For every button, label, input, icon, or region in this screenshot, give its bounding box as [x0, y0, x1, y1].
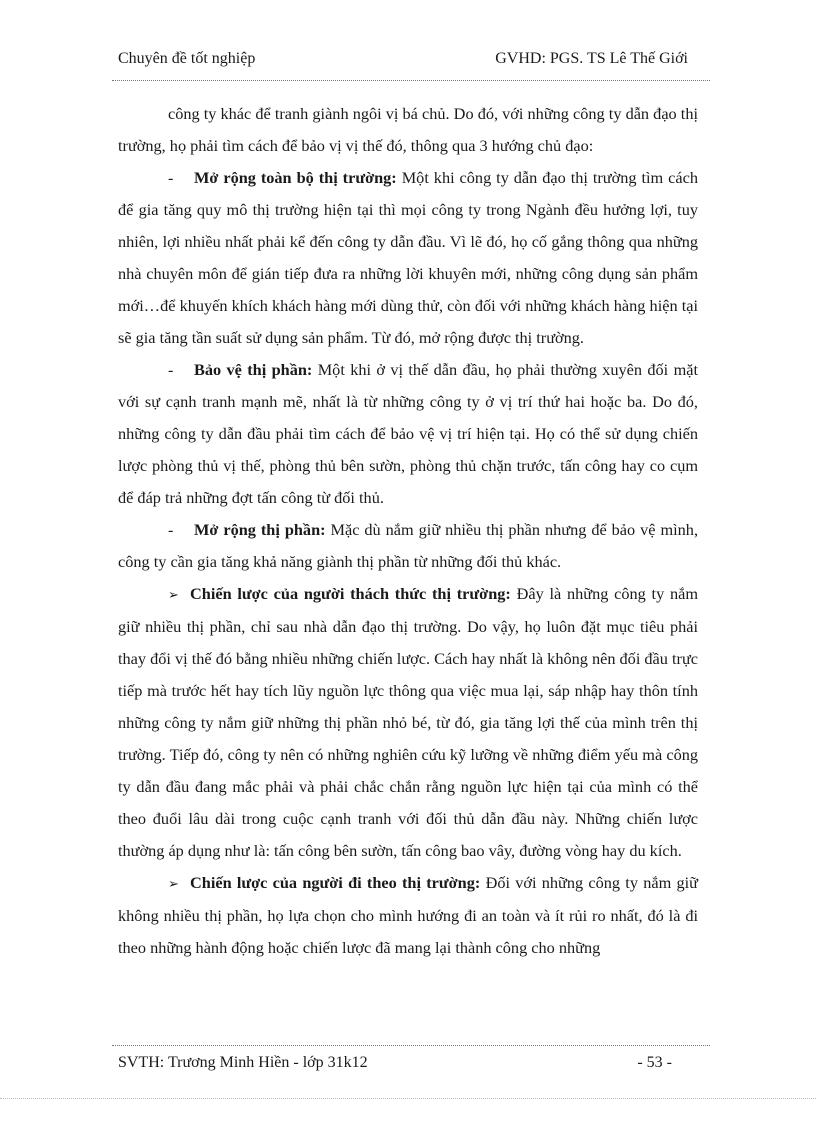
- list-item-defend-share: [118, 354, 698, 514]
- list-item-expand-share: [118, 514, 698, 578]
- item-title: Bảo vệ thị phần:: [194, 360, 313, 379]
- item-text-first: Một khi công ty dẫn đạo thị trường tìm: [401, 168, 664, 187]
- arrow-bullet-icon: ➢: [168, 876, 179, 891]
- page-footer: [118, 1054, 678, 1078]
- item-text-first: Đây là những công ty: [516, 584, 665, 603]
- footer-student: SVTH: Trương Minh Hiền - lớp 31k12: [118, 1054, 368, 1071]
- list-item-challenger-strategy: [118, 578, 698, 867]
- item-text-rest: cách để gia tăng quy mô thị trường hiện tại thì mọi công ty trong Ngành đều hưởng lợi, tuy nhiên, lợi nhiều nhất phải kể đến công ty dẫn đầu. Vì lẽ đó, họ cố gắng thông qua những nhà chuyên môn để gián tiếp đưa ra những lời khuyên mới, những công dụng sản phẩm mới…để khuyến khích khách hàng mới dùng thử, còn đối với những khách hàng hiện tại sẽ gia tăng tần suất sử dụng sản phẩm. Từ đó, mở rộng được thị trường.: [118, 168, 698, 347]
- document-body: [118, 98, 698, 964]
- item-text-rest: mình, công ty cần gia tăng khả năng giành thị phần từ những đối thủ khác.: [118, 520, 699, 571]
- dash-bullet: -: [168, 360, 174, 379]
- item-text-rest: mặt với sự cạnh tranh mạnh mẽ, nhất là từ những công ty ở vị trí thứ hai hoặc ba. Do đó, những công ty dẫn đầu phải tìm cách để bảo vệ vị trí hiện tại. Họ có thể sử dụng chiến lược phòng thủ vị thế, phòng thủ bên sườn, phòng thủ chặn trước, tấn công hay co cụm để đáp trả những đợt tấn công từ đối thủ.: [118, 360, 698, 507]
- paragraph-intro: công ty khác để tranh giành ngôi vị bá chủ. Do đó, với những công ty dẫn đạo thị trường, họ phải tìm cách để bảo vị vị thế đó, thông qua 3 hướng chủ đạo:: [118, 104, 698, 155]
- page-number: - 53 -: [637, 1054, 672, 1071]
- item-title: Chiến lược của người thách thức thị trường:: [190, 584, 511, 603]
- footer-divider: [112, 1045, 710, 1046]
- list-item-follower-strategy: [118, 867, 698, 964]
- arrow-bullet-icon: ➢: [168, 587, 179, 602]
- dash-bullet: -: [168, 168, 174, 187]
- page-header: [118, 50, 688, 74]
- dash-bullet: -: [168, 520, 174, 539]
- header-divider: [112, 80, 710, 81]
- item-text-rest: giữ không nhiều thị phần, họ lựa chọn cho mình hướng đi an toàn và ít rủi ro nhất, đó là đi theo những hành động hoặc chiến lược đã mang lại thành công cho những: [118, 873, 698, 957]
- item-text-rest: nắm giữ nhiều thị phần, chỉ sau nhà dẫn đạo thị trường. Do vậy, họ luôn đặt mục tiêu phải thay đổi vị thế đó bằng nhiều những chiến lược. Cách hay nhất là không nên đối đầu trực tiếp mà trước hết hay tích lũy nguồn lực thông qua việc mua lại, sáp nhập hay thôn tính những công ty nắm giữ những thị phần nhỏ bé, từ đó, gia tăng lợi thế của mình trên thị trường. Tiếp đó, công ty nên có những nghiên cứu kỹ lưỡng về những điểm yếu mà công ty dẫn đầu đang mắc phải và phải chắc chắn rằng nguồn lực hiện tại của mình có thể theo đuổi lâu dài trong cuộc cạnh tranh với đối thủ dẫn đầu này. Những chiến lược thường áp dụng như là: tấn công bên sườn, tấn công bao vây, đường vòng hay du kích.: [118, 584, 699, 860]
- item-text-first: Đối với những công ty nắm: [485, 873, 672, 892]
- header-advisor: GVHD: PGS. TS Lê Thế Giới: [495, 50, 688, 67]
- item-title: Mở rộng thị phần:: [194, 520, 326, 539]
- item-text-first: Mặc dù nắm giữ nhiều thị phần nhưng để bảo vệ: [330, 520, 656, 539]
- item-title: Chiến lược của người đi theo thị trường:: [190, 873, 481, 892]
- page-bottom-edge: [0, 1098, 816, 1099]
- header-thesis-title: Chuyên đề tốt nghiệp: [118, 50, 256, 67]
- item-title: Mở rộng toàn bộ thị trường:: [194, 168, 397, 187]
- list-item-expand-market: [118, 162, 698, 354]
- item-text-first: Một khi ở vị thế dẫn đầu, họ phải thường xuyên đối: [317, 360, 669, 379]
